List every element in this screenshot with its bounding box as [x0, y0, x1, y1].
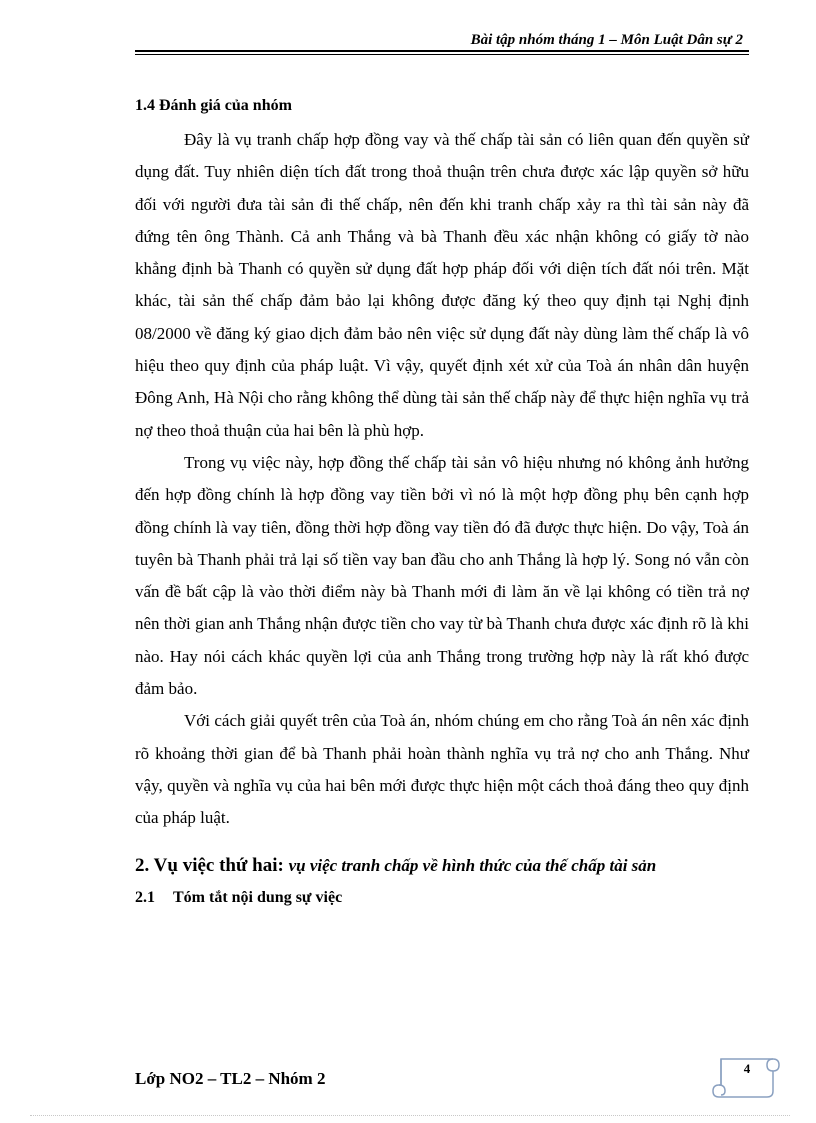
page-footer — [135, 1059, 749, 1099]
footer-class-label: Lớp NO2 – TL2 – Nhóm 2 — [135, 1069, 326, 1088]
paragraph-3: Với cách giải quyết trên của Toà án, nhóm chúng em cho rằng Toà án nên xác định rõ khoảng thời gian để bà Thanh phải hoàn thành nghĩa vụ trả nợ cho anh Thắng. Như vậy, quyền và nghĩa vụ của hai bên mới được thực hiện một cách thoả đáng theo quy định của pháp luật. — [135, 711, 749, 828]
header-title: Bài tập nhóm tháng 1 – Môn Luật Dân sự 2 — [470, 32, 743, 48]
page-number: 4 — [743, 1061, 751, 1076]
page-number-scroll-icon — [711, 1051, 783, 1099]
section-2-1-number: 2.1 — [135, 888, 155, 906]
header-rule-thin — [135, 54, 749, 55]
page-header — [135, 30, 749, 52]
paragraph-2: Trong vụ việc này, hợp đồng thế chấp tài sản vô hiệu nhưng nó không ảnh hưởng đến hợp đồng chính là hợp đồng vay tiền bởi vì nó là một hợp đồng phụ bên cạnh hợp đồng chính là vay tiên, đồng thời hợp đồng vay tiền đó đã được thực hiện. Do vậy, Toà án tuyên bà Thanh phải trả lại số tiền vay ban đầu cho anh Thắng là hợp lý. Song nó vẫn còn vấn đề bất cập là vào thời điểm này bà Thanh mới đi làm ăn về lại không có tiền trả nợ nên thời gian anh Thắng nhận được tiền cho vay từ bà Thanh chưa được xác định rõ là khi nào. Hay nói cách khác quyền lợi của anh Thắng trong trường hợp này là rất khó được đảm bảo. — [135, 452, 749, 699]
section-2-1-title: Tóm tắt nội dung sự việc — [173, 888, 343, 906]
paragraph-1: Đây là vụ tranh chấp hợp đồng vay và thế chấp tài sản có liên quan đến quyền sử dụng đất. Tuy nhiên diện tích đất trong thoả thuận trên chưa được xác lập quyền sở hữu đối với người đưa tài sản đi thế chấp, nên đến khi tranh chấp xảy ra thì tài sản này đã đứng tên ông Thành. Cả anh Thắng và bà Thanh đều xác nhận không có giấy tờ nào khẳng định bà Thanh có quyền sử dụng đất hợp pháp đối với diện tích đất nói trên. Mặt khác, tài sản thế chấp đảm bảo lại không được đăng ký theo quy định tại Nghị định 08/2000 về đăng ký giao dịch đảm bảo nên việc sử dụng đất này dùng làm thế chấp là vô hiệu theo quy định của pháp luật. Vì vậy, quyết định xét xử của Toà án nhân dân huyện Đông Anh, Hà Nội cho rằng không thể dùng tài sản thế chấp này để thực hiện nghĩa vụ trả nợ theo thoả thuận của hai bên là phù hợp. — [135, 130, 749, 440]
section-heading-2 — [135, 849, 749, 883]
footer-dotted-line — [30, 1115, 790, 1116]
header-rule — [135, 50, 749, 52]
section-heading-2-1 — [135, 883, 749, 913]
section-heading-1-4: 1.4 Đánh giá của nhóm — [135, 97, 292, 114]
section-2-subtitle: vụ việc tranh chấp về hình thức của thế chấp tài sản — [288, 855, 657, 875]
page-content — [135, 94, 749, 913]
section-2-title: 2. Vụ việc thứ hai: — [135, 854, 284, 876]
